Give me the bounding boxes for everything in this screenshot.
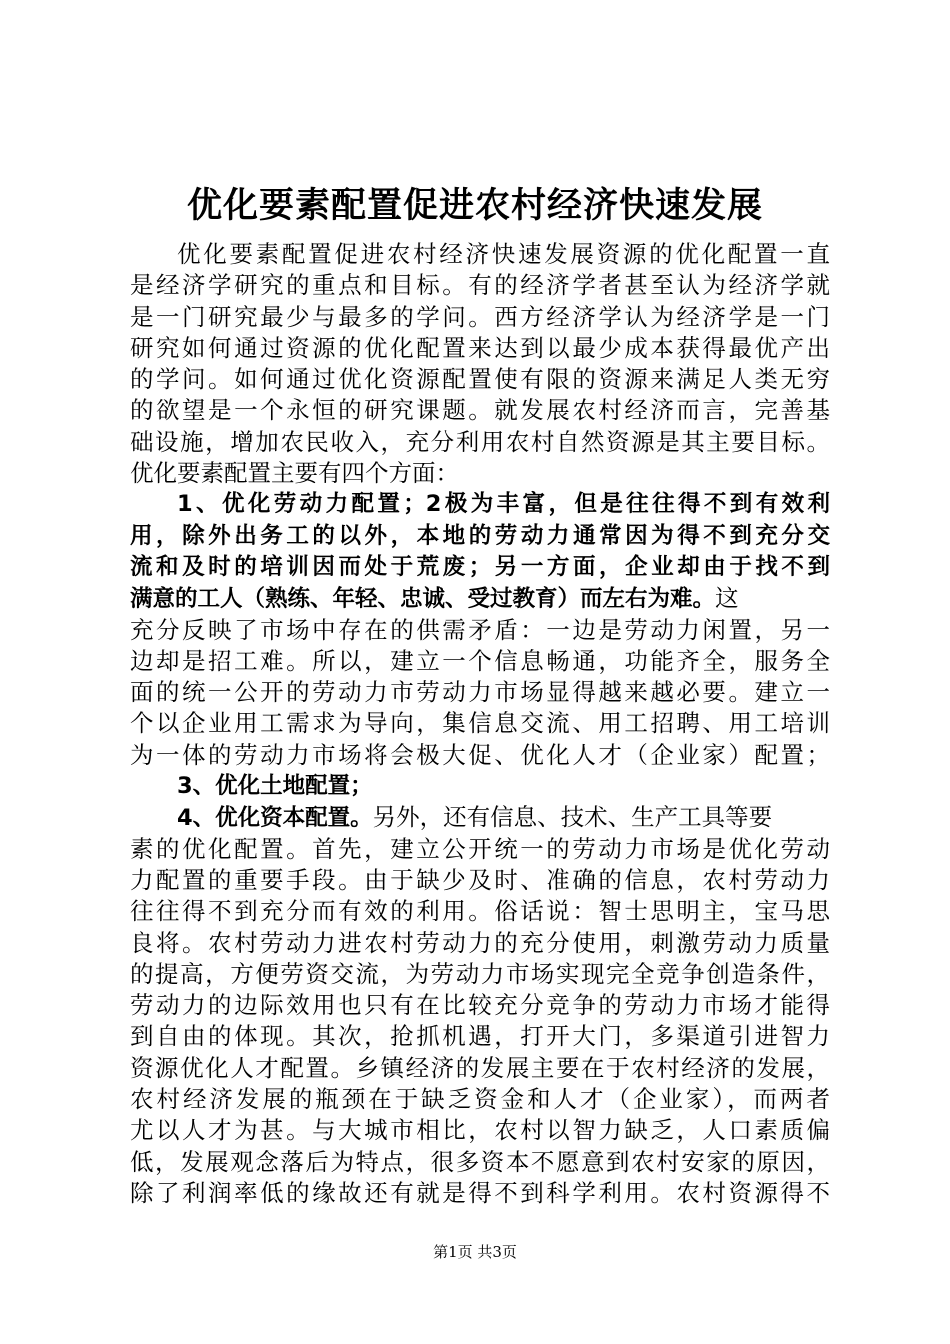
paragraph-line: 个以企业用工需求为导向，集信息交流、用工招聘、用工培训 — [130, 709, 830, 738]
paragraph-line: 资源优化人才配置。乡镇经济的发展主要在于农村经济的发展， — [130, 1053, 830, 1082]
paragraph-line: 力配置的重要手段。由于缺少及时、准确的信息，农村劳动力 — [130, 865, 830, 894]
paragraph-line: 础设施，增加农民收入，充分利用农村自然资源是其主要目标。 — [130, 427, 830, 456]
section-heading-fragment: 满意的工人（熟练、年轻、忠诚、受过教育）而左右为难。 — [130, 586, 716, 613]
section-heading-line: 3、优化土地配置； — [177, 773, 373, 800]
section-heading-line: 1、优化劳动力配置；2极为丰富，但是往往得不到有效利 — [177, 491, 830, 518]
paragraph-line: 农村经济发展的瓶颈在于缺乏资金和人才（企业家），而两者 — [130, 1085, 830, 1114]
paragraph-line: 尤以人才为甚。与大城市相比，农村以智力缺乏，人口素质偏 — [130, 1116, 830, 1145]
paragraph-line: 良将。农村劳动力进农村劳动力的充分使用，刺激劳动力质量 — [130, 928, 830, 957]
section-heading-line: 流和及时的培训因而处于荒废；另一方面，企业却由于找不到 — [130, 553, 830, 580]
paragraph-line: 是经济学研究的重点和目标。有的经济学者甚至认为经济学就 — [130, 271, 830, 300]
paragraph-line: 到自由的体现。其次，抢抓机遇，打开大门，多渠道引进智力 — [130, 1022, 830, 1051]
section-heading-line: 用，除外出务工的以外，本地的劳动力通常因为得不到充分交 — [130, 522, 830, 549]
paragraph-line: 面的统一公开的劳动力市劳动力市场显得越来越必要。建立一 — [130, 678, 830, 707]
paragraph-line: 往往得不到充分而有效的利用。俗话说：智士思明主，宝马思 — [130, 897, 830, 926]
document-body — [130, 239, 830, 1209]
paragraph-line: 的欲望是一个永恒的研究课题。就发展农村经济而言，完善基 — [130, 396, 830, 425]
mixed-line — [130, 802, 830, 833]
section-heading-fragment: 4、优化资本配置。 — [177, 805, 373, 832]
paragraph-line: 是一门研究最少与最多的学问。西方经济学认为经济学是一门 — [130, 302, 830, 331]
paragraph-line: 优化要素配置促进农村经济快速发展资源的优化配置一直 — [177, 240, 830, 268]
document-title: 优化要素配置促进农村经济快速发展 — [186, 185, 763, 226]
paragraph-fragment: 这 — [715, 584, 739, 613]
paragraph-line: 优化要素配置主要有四个方面： — [130, 459, 459, 488]
mixed-line — [130, 583, 830, 614]
paragraph-fragment: 另外，还有信息、技术、生产工具等要 — [372, 803, 773, 832]
page-footer: 第1页 共3页 — [433, 1243, 517, 1261]
paragraph-line: 劳动力的边际效用也只有在比较充分竞争的劳动力市场才能得 — [130, 991, 830, 1020]
paragraph-line: 低，发展观念落后为特点，很多资本不愿意到农村安家的原因， — [130, 1147, 830, 1176]
paragraph-line: 为一体的劳动力市场将会极大促、优化人才（企业家）配置； — [130, 740, 830, 769]
paragraph-line: 除了利润率低的缘故还有就是得不到科学利用。农村资源得不 — [130, 1178, 830, 1207]
paragraph-line: 的学问。如何通过优化资源配置使有限的资源来满足人类无穷 — [130, 365, 830, 394]
paragraph-line: 边却是招工难。所以，建立一个信息畅通，功能齐全，服务全 — [130, 646, 830, 675]
paragraph-line: 素的优化配置。首先，建立公开统一的劳动力市场是优化劳动 — [130, 834, 830, 863]
paragraph-line: 充分反映了市场中存在的供需矛盾：一边是劳动力闲置，另一 — [130, 615, 830, 644]
paragraph-line: 的提高，方便劳资交流，为劳动力市场实现完全竞争创造条件， — [130, 959, 830, 988]
paragraph-line: 研究如何通过资源的优化配置来达到以最少成本获得最优产出 — [130, 333, 830, 362]
